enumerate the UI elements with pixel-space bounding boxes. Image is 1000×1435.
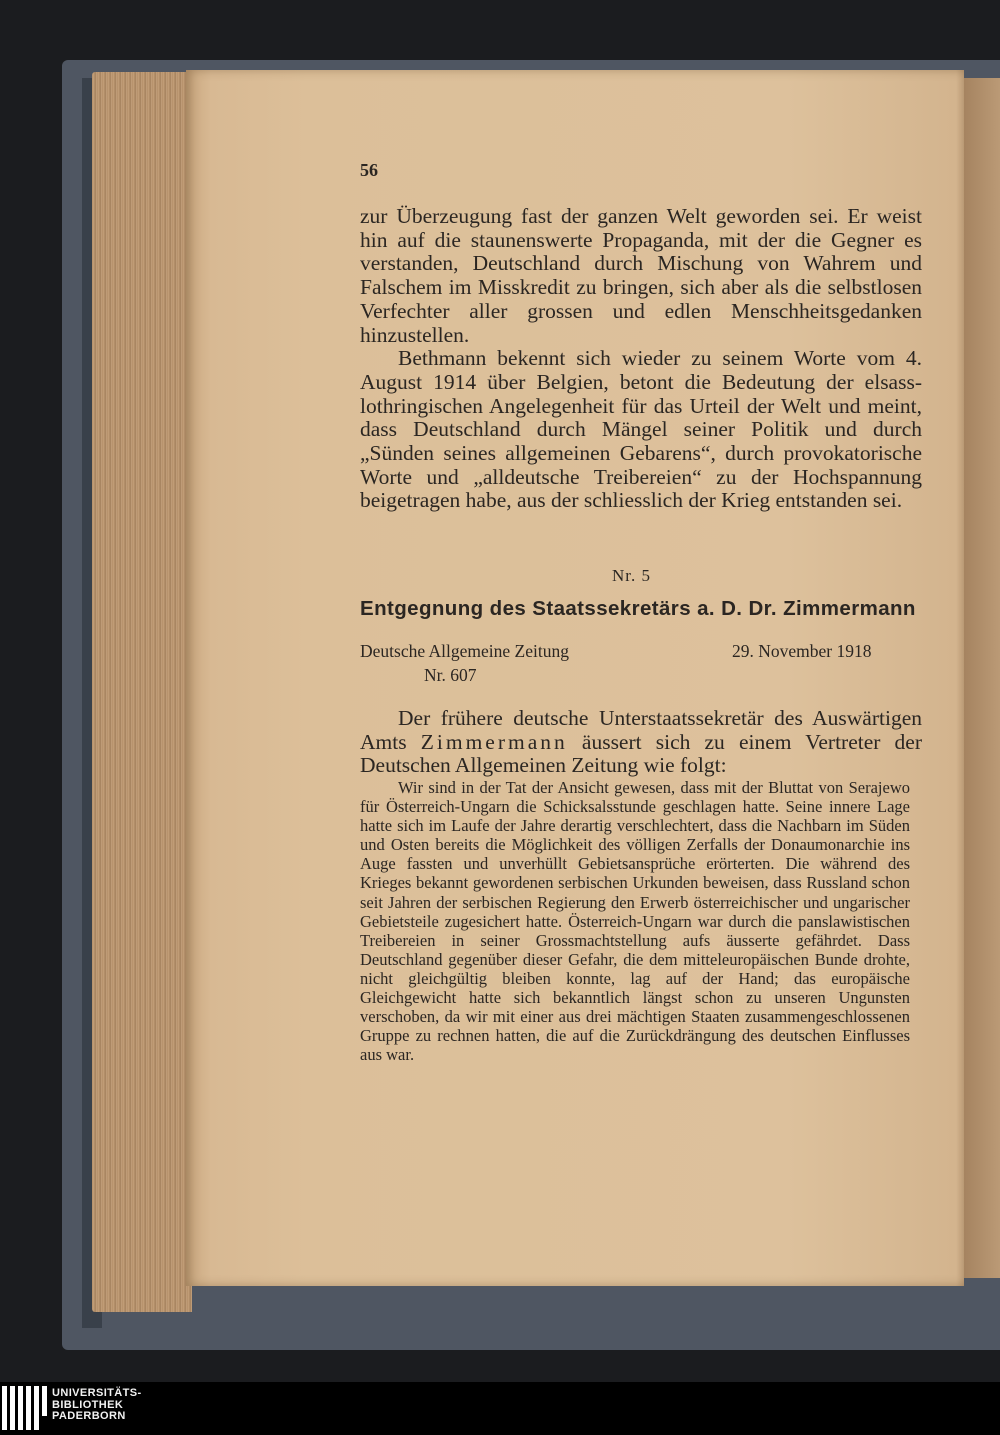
library-footer <box>0 1382 1000 1435</box>
logo-line-2: BIBLIOTHEK <box>52 1398 124 1411</box>
intro-paragraph <box>360 707 922 778</box>
facing-page-edge <box>962 78 1000 1278</box>
paragraph-1: zur Überzeugung fast der ganzen Welt geworden sei. Er weist hin auf die staunenswerte Propaganda, mit der die Gegner es verstanden, Deutschland durch Mischung von Wahrem und Falschem im Misskredit zu bringen, sich aber als die selbstlosen Verfechter aller grossen und edlen Menschheitsgedanken hinzustellen. <box>360 204 922 347</box>
intro-before: Der frühere deutsche Unterstaatssekretär des Auswärtigen Amts <box>360 706 922 754</box>
source-date: 29. November 1918 <box>732 641 872 661</box>
page-number: 56 <box>360 160 378 180</box>
page-edges <box>92 72 192 1312</box>
logo-line-1: UNIVERSITÄTS- <box>52 1387 142 1399</box>
quote-text: Wir sind in der Tat der Ansicht gewesen, dass mit der Bluttat von Serajewo für Österreich-Ungarn die Schicksalsstunde geschlagen hatte. Seine innere Lage hatte sich im Laufe der Jahre derartig verschlechtert, dass die Nachbarn im Süden und Osten bereits die Möglichkeit des völligen Zerfalls der Donaumonarchie ins Auge fassten und unverhüllt Gebietsansprüche erörterten. Die während des Krieges bekannt gewordenen serbischen Urkunden beweisen, dass Russland schon seit Jahren der serbischen Regierung den Erwerb österreichischer und ungarischer Gebietsteile zugesichert hatte. Österreich-Ungarn war durch die panslawistischen Treibereien in seiner Grossmachtstellung aufs äusserte gefährdet. Dass Deutschland gegenüber dieser Gefahr, die dem mitteleuropäischen Bunde drohte, nicht gleichgültig bleiben konnte, lag auf der Hand; das europäische Gleichgewicht hatte sich bekanntlich längst schon zu unseren Ungunsten verschoben, da wir mit einer aus drei mächtigen Staaten zusammengeschlossenen Gruppe zu rechnen hatten, die auf die Zurückdrängung des deutschen Einflusses aus war. <box>360 778 910 1065</box>
source-newspaper: Deutsche Allgemeine Zeitung <box>360 641 569 661</box>
source-issue: Nr. 607 <box>424 665 477 685</box>
body-text-top <box>360 205 922 513</box>
logo-line-3: PADERBORN <box>52 1410 126 1422</box>
library-logo-text <box>52 1388 142 1423</box>
library-logo-icon <box>2 1386 46 1432</box>
intro-name: Zimmermann <box>420 729 568 754</box>
quote-block <box>360 778 910 1064</box>
paragraph-2: Bethmann bekennt sich wieder zu seinem Worte vom 4. August 1914 über Belgien, betont die Bedeutung der elsass-lothringischen Angelegenheit für das Urteil der Welt und meint, dass Deutschland durch Mängel seiner Politik und durch „Sünden seines allgemeinen Gebarens“, durch provokatorische Worte und „alldeutsche Treibereien“ zu der Hochspannung beigetragen habe, aus der schliesslich der Krieg entstanden sei. <box>360 346 922 513</box>
section-heading: Entgegnung des Staatssekretärs a. D. Dr. Zimmermann <box>360 597 916 620</box>
intro-after: äussert sich zu einem Vertreter der Deutschen Allgemeinen Zeitung wie folgt: <box>360 729 923 778</box>
section-number: Nr. 5 <box>612 566 651 585</box>
intro-text <box>360 707 922 778</box>
